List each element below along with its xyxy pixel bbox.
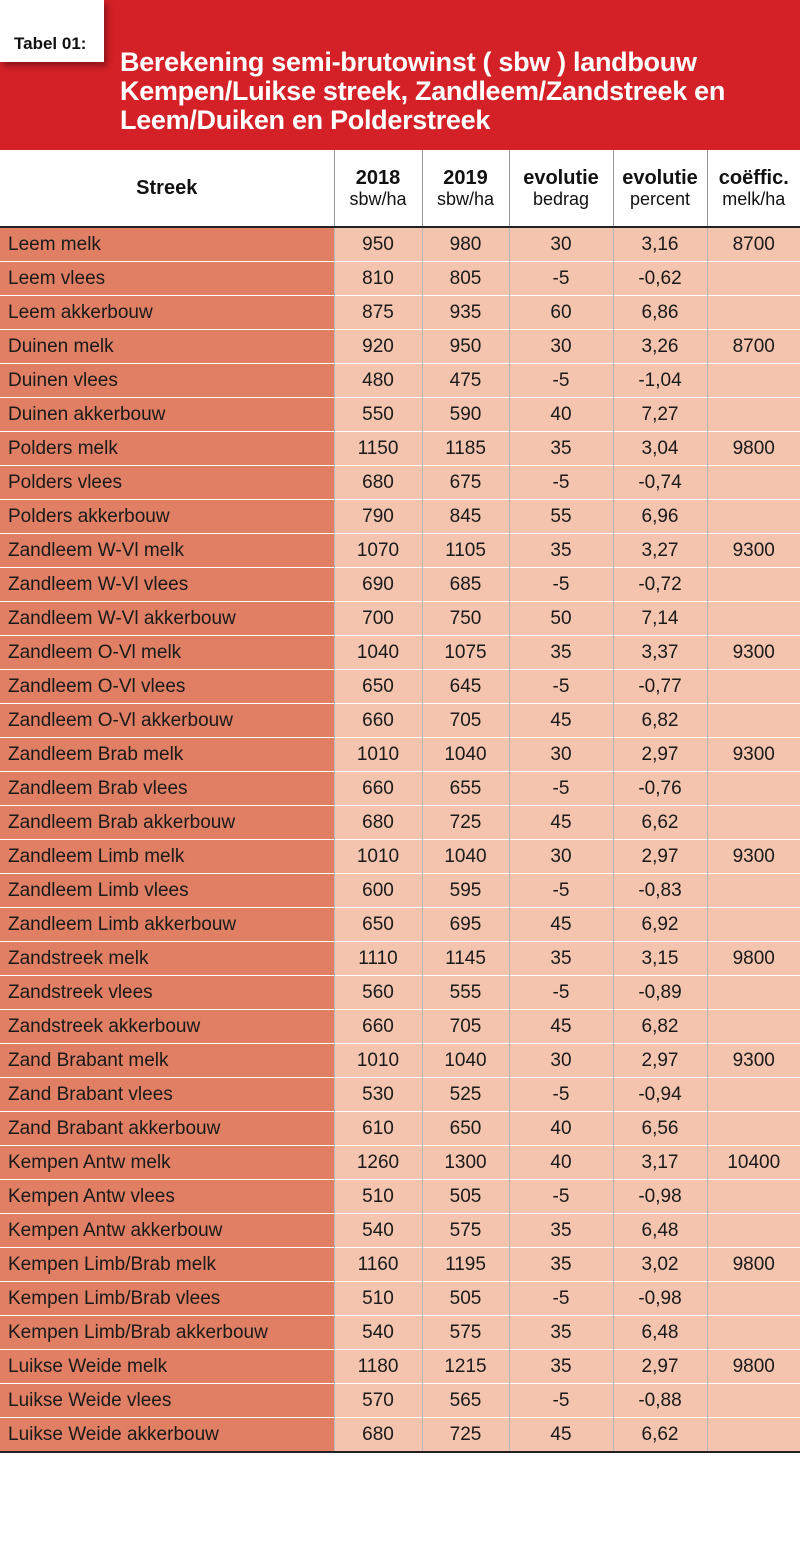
row-value: 725	[422, 1418, 509, 1453]
row-value: 950	[422, 330, 509, 364]
row-label: Luikse Weide akkerbouw	[0, 1418, 334, 1453]
row-value: 1195	[422, 1248, 509, 1282]
row-label: Zandleem Brab akkerbouw	[0, 806, 334, 840]
table-row	[0, 840, 800, 874]
row-value: 575	[422, 1214, 509, 1248]
row-value: 6,56	[613, 1112, 707, 1146]
row-value: 3,02	[613, 1248, 707, 1282]
table-row	[0, 1010, 800, 1044]
row-value: 610	[334, 1112, 422, 1146]
row-value: -1,04	[613, 364, 707, 398]
row-value: 575	[422, 1316, 509, 1350]
header-evolutie-bedrag: evolutie bedrag	[509, 150, 613, 227]
row-value: -5	[509, 1180, 613, 1214]
row-value	[707, 500, 800, 534]
header-2018: 2018 sbw/ha	[334, 150, 422, 227]
row-value: 555	[422, 976, 509, 1010]
row-value	[707, 1010, 800, 1044]
row-label: Zandstreek melk	[0, 942, 334, 976]
row-label: Zand Brabant melk	[0, 1044, 334, 1078]
table-row	[0, 976, 800, 1010]
row-value: 45	[509, 1010, 613, 1044]
row-value: 560	[334, 976, 422, 1010]
row-value: 6,48	[613, 1316, 707, 1350]
row-value: 3,26	[613, 330, 707, 364]
row-value: 1185	[422, 432, 509, 466]
table-row	[0, 636, 800, 670]
row-label: Zandleem Limb akkerbouw	[0, 908, 334, 942]
row-value: 6,96	[613, 500, 707, 534]
row-label: Polders akkerbouw	[0, 500, 334, 534]
header-coefficient: coëffic. melk/ha	[707, 150, 800, 227]
row-value: 680	[334, 1418, 422, 1453]
table-number-tag	[0, 0, 104, 62]
table-row	[0, 1214, 800, 1248]
row-value: 35	[509, 1350, 613, 1384]
table-row	[0, 602, 800, 636]
row-label: Zandleem Brab vlees	[0, 772, 334, 806]
row-value: 650	[334, 670, 422, 704]
row-value: 675	[422, 466, 509, 500]
row-value	[707, 568, 800, 602]
row-value: -5	[509, 1384, 613, 1418]
row-value	[707, 1384, 800, 1418]
row-value: 7,27	[613, 398, 707, 432]
row-value: -0,83	[613, 874, 707, 908]
table-row	[0, 534, 800, 568]
row-value	[707, 704, 800, 738]
row-label: Zandleem O-Vl vlees	[0, 670, 334, 704]
row-value: -5	[509, 874, 613, 908]
row-value: 510	[334, 1180, 422, 1214]
row-label: Zandleem O-Vl akkerbouw	[0, 704, 334, 738]
table-row	[0, 806, 800, 840]
row-label: Duinen akkerbouw	[0, 398, 334, 432]
header-evolutie-percent: evolutie percent	[613, 150, 707, 227]
row-value: 10400	[707, 1146, 800, 1180]
row-value: 505	[422, 1180, 509, 1214]
row-value: 35	[509, 432, 613, 466]
row-value	[707, 296, 800, 330]
row-value: 1145	[422, 942, 509, 976]
row-value: 660	[334, 1010, 422, 1044]
row-value: 530	[334, 1078, 422, 1112]
row-value	[707, 1180, 800, 1214]
row-value	[707, 806, 800, 840]
row-value: 1215	[422, 1350, 509, 1384]
row-label: Zand Brabant vlees	[0, 1078, 334, 1112]
row-value: 725	[422, 806, 509, 840]
row-label: Zandstreek vlees	[0, 976, 334, 1010]
title-banner	[0, 0, 800, 150]
row-value: 2,97	[613, 1044, 707, 1078]
row-label: Luikse Weide vlees	[0, 1384, 334, 1418]
row-value: -5	[509, 262, 613, 296]
row-value: 540	[334, 1316, 422, 1350]
row-label: Zandleem Limb vlees	[0, 874, 334, 908]
row-value: 3,37	[613, 636, 707, 670]
row-value: 1180	[334, 1350, 422, 1384]
row-value: 590	[422, 398, 509, 432]
table-row	[0, 364, 800, 398]
row-label: Leem akkerbouw	[0, 296, 334, 330]
row-value: 30	[509, 738, 613, 772]
row-value: 1070	[334, 534, 422, 568]
row-value	[707, 772, 800, 806]
table-header-row	[0, 150, 800, 227]
row-label: Duinen vlees	[0, 364, 334, 398]
row-value: 1040	[422, 1044, 509, 1078]
row-value	[707, 466, 800, 500]
table-title	[120, 48, 800, 135]
row-label: Polders vlees	[0, 466, 334, 500]
row-value: 525	[422, 1078, 509, 1112]
row-value: 2,97	[613, 840, 707, 874]
table-row	[0, 908, 800, 942]
row-label: Zandleem W-Vl akkerbouw	[0, 602, 334, 636]
table-row	[0, 296, 800, 330]
row-value: 35	[509, 1316, 613, 1350]
row-value: 45	[509, 908, 613, 942]
row-value: 9800	[707, 1248, 800, 1282]
title-line-3: Leem/Duiken en Polderstreek	[120, 105, 491, 135]
row-value: 680	[334, 466, 422, 500]
row-value: 3,17	[613, 1146, 707, 1180]
row-value: 30	[509, 330, 613, 364]
row-value: 550	[334, 398, 422, 432]
row-value: 2,97	[613, 1350, 707, 1384]
row-label: Zand Brabant akkerbouw	[0, 1112, 334, 1146]
row-value: 650	[334, 908, 422, 942]
row-value: 8700	[707, 227, 800, 262]
row-value: 690	[334, 568, 422, 602]
row-label: Zandleem O-Vl melk	[0, 636, 334, 670]
row-value: 680	[334, 806, 422, 840]
row-value: 35	[509, 1214, 613, 1248]
row-value: 45	[509, 1418, 613, 1453]
table-row	[0, 942, 800, 976]
row-value: 9300	[707, 1044, 800, 1078]
row-value	[707, 1282, 800, 1316]
row-value: -0,88	[613, 1384, 707, 1418]
row-value: -5	[509, 568, 613, 602]
row-value: 595	[422, 874, 509, 908]
row-value: 30	[509, 840, 613, 874]
row-value: 1075	[422, 636, 509, 670]
row-value: -0,74	[613, 466, 707, 500]
row-value: 9300	[707, 534, 800, 568]
row-value	[707, 908, 800, 942]
row-value	[707, 1112, 800, 1146]
header-2019: 2019 sbw/ha	[422, 150, 509, 227]
table-row	[0, 772, 800, 806]
row-value: 935	[422, 296, 509, 330]
row-label: Duinen melk	[0, 330, 334, 364]
row-value: 1040	[422, 738, 509, 772]
row-value: 30	[509, 1044, 613, 1078]
row-value: 6,48	[613, 1214, 707, 1248]
row-value: 980	[422, 227, 509, 262]
row-value: -5	[509, 772, 613, 806]
row-value: -5	[509, 1282, 613, 1316]
row-value: 35	[509, 636, 613, 670]
row-value: 6,86	[613, 296, 707, 330]
row-label: Zandleem W-Vl vlees	[0, 568, 334, 602]
row-value: 660	[334, 704, 422, 738]
table-row	[0, 704, 800, 738]
row-label: Zandstreek akkerbouw	[0, 1010, 334, 1044]
table-row	[0, 1418, 800, 1453]
row-value: -5	[509, 670, 613, 704]
sbw-table	[0, 150, 800, 1453]
row-value: 655	[422, 772, 509, 806]
row-value: -0,89	[613, 976, 707, 1010]
row-value: 1010	[334, 1044, 422, 1078]
row-value: -0,76	[613, 772, 707, 806]
table-row	[0, 670, 800, 704]
row-value: 510	[334, 1282, 422, 1316]
row-value: 1160	[334, 1248, 422, 1282]
row-value: 475	[422, 364, 509, 398]
row-value: 1040	[422, 840, 509, 874]
row-value: 8700	[707, 330, 800, 364]
row-value: 9300	[707, 840, 800, 874]
row-value: 35	[509, 942, 613, 976]
row-value: 9800	[707, 432, 800, 466]
row-value: -0,98	[613, 1180, 707, 1214]
row-value: -5	[509, 976, 613, 1010]
table-row	[0, 1078, 800, 1112]
row-value	[707, 1078, 800, 1112]
row-value: 40	[509, 398, 613, 432]
table-row	[0, 1316, 800, 1350]
row-value: 3,27	[613, 534, 707, 568]
table-row	[0, 738, 800, 772]
row-value	[707, 1418, 800, 1453]
row-value: 6,62	[613, 1418, 707, 1453]
table-row	[0, 330, 800, 364]
row-value	[707, 1316, 800, 1350]
table-row	[0, 568, 800, 602]
row-value: 9800	[707, 942, 800, 976]
table-row	[0, 1248, 800, 1282]
table-row	[0, 1282, 800, 1316]
row-value: 1010	[334, 840, 422, 874]
row-value: 50	[509, 602, 613, 636]
table-row	[0, 500, 800, 534]
row-value: 660	[334, 772, 422, 806]
table-row	[0, 874, 800, 908]
row-value	[707, 670, 800, 704]
row-value: 6,62	[613, 806, 707, 840]
header-streek: Streek	[0, 150, 334, 227]
table-row	[0, 1180, 800, 1214]
row-value: 695	[422, 908, 509, 942]
row-value	[707, 1214, 800, 1248]
row-value: 565	[422, 1384, 509, 1418]
row-value: 40	[509, 1146, 613, 1180]
table-row	[0, 466, 800, 500]
row-value: 790	[334, 500, 422, 534]
row-value: 45	[509, 704, 613, 738]
row-value: 540	[334, 1214, 422, 1248]
row-value	[707, 874, 800, 908]
row-value: 645	[422, 670, 509, 704]
table-row	[0, 1146, 800, 1180]
title-line-1: Berekening semi-brutowinst ( sbw ) landbouw	[120, 47, 697, 77]
row-value: 2,97	[613, 738, 707, 772]
row-value: 35	[509, 534, 613, 568]
row-value: 6,82	[613, 1010, 707, 1044]
row-value: 60	[509, 296, 613, 330]
row-value: 1110	[334, 942, 422, 976]
row-label: Zandleem W-Vl melk	[0, 534, 334, 568]
table-number-label: Tabel 01:	[14, 34, 87, 53]
row-value: 1300	[422, 1146, 509, 1180]
table-row	[0, 1112, 800, 1146]
row-value	[707, 364, 800, 398]
row-value: 1010	[334, 738, 422, 772]
row-label: Zandleem Brab melk	[0, 738, 334, 772]
row-value: 700	[334, 602, 422, 636]
row-value: 6,92	[613, 908, 707, 942]
row-value	[707, 602, 800, 636]
row-value: 750	[422, 602, 509, 636]
row-value: 570	[334, 1384, 422, 1418]
row-value: 1150	[334, 432, 422, 466]
row-value: -5	[509, 1078, 613, 1112]
row-value: 55	[509, 500, 613, 534]
row-value: -5	[509, 466, 613, 500]
row-value	[707, 976, 800, 1010]
row-value: 705	[422, 704, 509, 738]
table-row	[0, 262, 800, 296]
row-value: -0,77	[613, 670, 707, 704]
table-row	[0, 1044, 800, 1078]
row-value: 9300	[707, 738, 800, 772]
table-row	[0, 227, 800, 262]
row-value: 650	[422, 1112, 509, 1146]
row-label: Zandleem Limb melk	[0, 840, 334, 874]
row-value	[707, 398, 800, 432]
row-value: 685	[422, 568, 509, 602]
table-row	[0, 432, 800, 466]
row-value: -0,94	[613, 1078, 707, 1112]
table-row	[0, 1384, 800, 1418]
row-label: Leem melk	[0, 227, 334, 262]
row-value: -5	[509, 364, 613, 398]
table-row	[0, 398, 800, 432]
row-value: 505	[422, 1282, 509, 1316]
row-value: 920	[334, 330, 422, 364]
row-label: Kempen Antw melk	[0, 1146, 334, 1180]
row-label: Kempen Limb/Brab melk	[0, 1248, 334, 1282]
row-value: 875	[334, 296, 422, 330]
row-value: 3,16	[613, 227, 707, 262]
row-value: 1260	[334, 1146, 422, 1180]
row-value: 6,82	[613, 704, 707, 738]
row-value: 705	[422, 1010, 509, 1044]
row-value: 1040	[334, 636, 422, 670]
row-value: 810	[334, 262, 422, 296]
row-label: Leem vlees	[0, 262, 334, 296]
row-value: 1105	[422, 534, 509, 568]
row-value: 3,15	[613, 942, 707, 976]
row-value: 30	[509, 227, 613, 262]
row-value: 805	[422, 262, 509, 296]
row-value	[707, 262, 800, 296]
row-value: 600	[334, 874, 422, 908]
row-value: -0,72	[613, 568, 707, 602]
row-label: Kempen Limb/Brab akkerbouw	[0, 1316, 334, 1350]
row-value: 3,04	[613, 432, 707, 466]
row-value: 9300	[707, 636, 800, 670]
row-value: 480	[334, 364, 422, 398]
row-label: Kempen Antw vlees	[0, 1180, 334, 1214]
title-line-2: Kempen/Luikse streek, Zandleem/Zandstreek en	[120, 76, 726, 106]
row-value: 9800	[707, 1350, 800, 1384]
row-value: 45	[509, 806, 613, 840]
row-label: Polders melk	[0, 432, 334, 466]
row-label: Kempen Limb/Brab vlees	[0, 1282, 334, 1316]
row-value: -0,98	[613, 1282, 707, 1316]
table-row	[0, 1350, 800, 1384]
table-body	[0, 227, 800, 1452]
row-label: Kempen Antw akkerbouw	[0, 1214, 334, 1248]
row-value: 7,14	[613, 602, 707, 636]
row-value: 845	[422, 500, 509, 534]
row-value: -0,62	[613, 262, 707, 296]
row-value: 950	[334, 227, 422, 262]
row-value: 35	[509, 1248, 613, 1282]
row-value: 40	[509, 1112, 613, 1146]
row-label: Luikse Weide melk	[0, 1350, 334, 1384]
